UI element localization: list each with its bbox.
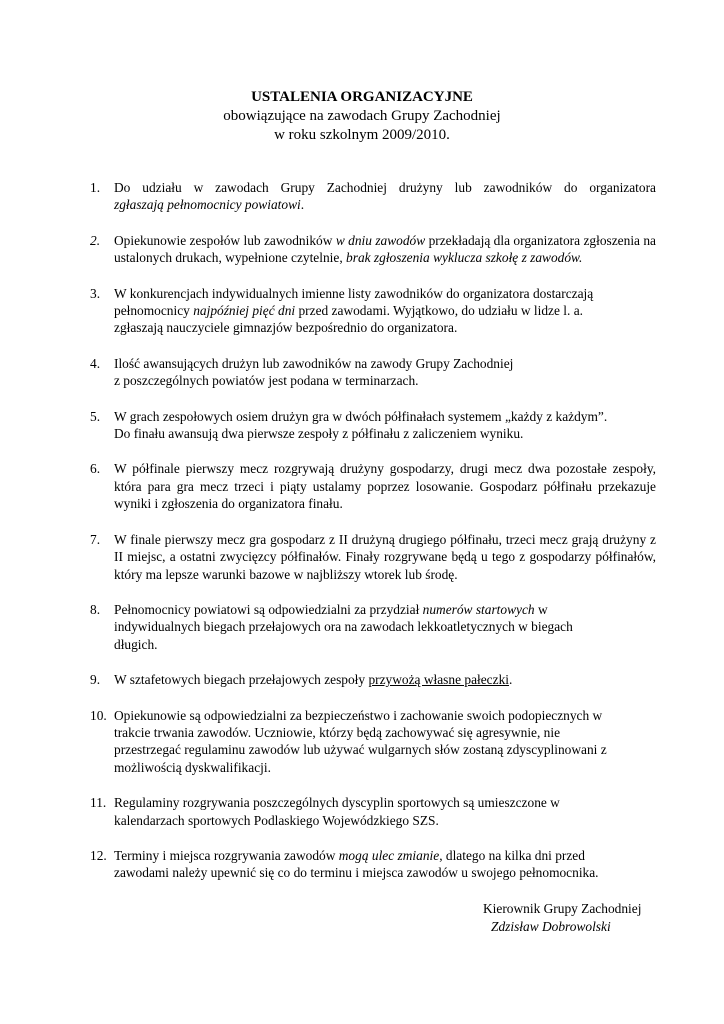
item-text: Opiekunowie zespołów lub zawodników bbox=[114, 232, 336, 248]
item-emphasis: numerów startowych bbox=[422, 601, 535, 617]
signature-role: Kierownik Grupy Zachodniej bbox=[483, 901, 642, 916]
item-line: długich. bbox=[114, 636, 158, 652]
item-line: W grach zespołowych osiem drużyn gra w dwóch półfinałach systemem „każdy z każdym”. bbox=[114, 408, 608, 424]
item-number: 4. bbox=[90, 355, 101, 371]
document-title: USTALENIA ORGANIZACYJNE bbox=[251, 89, 473, 105]
item-text: Terminy i miejsca rozgrywania zawodów bbox=[114, 847, 339, 863]
list-item bbox=[90, 671, 656, 688]
item-text: . bbox=[300, 197, 305, 213]
item-text: Do udziału w zawodach Grupy Zachodniej drużyny lub zawodników do organizatora bbox=[114, 180, 656, 195]
item-line: indywidualnych biegach przełajowych ora na zawodach lekkoatletycznych w biegach bbox=[114, 619, 573, 635]
item-text: W sztafetowych biegach przełajowych zespoły bbox=[114, 672, 369, 688]
item-number: 8. bbox=[90, 601, 101, 617]
item-line bbox=[114, 847, 656, 864]
item-line bbox=[114, 601, 656, 618]
item-number: 7. bbox=[90, 531, 101, 547]
item-text: . bbox=[508, 672, 513, 688]
document-subtitle: obowiązujące na zawodach Grupy Zachodniej bbox=[223, 108, 501, 124]
list-item bbox=[90, 232, 656, 267]
list-item bbox=[90, 601, 656, 653]
item-number: 1. bbox=[90, 180, 101, 195]
item-number: 10. bbox=[90, 707, 107, 723]
signature-name: Zdzisław Dobrowolski bbox=[491, 919, 611, 934]
item-number: 12. bbox=[90, 847, 107, 863]
item-text: Pełnomocnicy powiatowi są odpowiedzialni za przydział bbox=[114, 601, 423, 617]
item-line: trakcie trwania zawodów. Uczniowie, którzy będą zachowywać się agresywnie, nie bbox=[114, 724, 561, 740]
item-emphasis: mogą ulec zmianie bbox=[338, 847, 440, 863]
item-number: 9. bbox=[90, 672, 101, 688]
list-item bbox=[90, 179, 656, 214]
item-number: 2. bbox=[90, 232, 101, 248]
item-underline: przywożą własne pałeczki bbox=[368, 672, 509, 688]
item-line bbox=[114, 196, 656, 213]
item-text: przed zawodami. Wyjątkowo, do udziału w lidze l. a. bbox=[295, 303, 583, 319]
list-item bbox=[90, 460, 656, 512]
item-line: kalendarzach sportowych Podlaskiego Wojewódzkiego SZS. bbox=[114, 812, 439, 828]
item-line: zawodami należy upewnić się co do terminu i miejsca zawodów u swojego pełnomocnika. bbox=[114, 865, 599, 881]
item-line bbox=[114, 179, 656, 196]
list-item bbox=[90, 847, 656, 882]
item-line: Regulaminy rozgrywania poszczególnych dyscyplin sportowych są umieszczone w bbox=[114, 795, 560, 811]
item-number: 3. bbox=[90, 285, 101, 301]
item-emphasis: w dniu zawodów bbox=[335, 232, 426, 248]
item-line: możliwością dyskwalifikacji. bbox=[114, 759, 271, 775]
list-item bbox=[90, 707, 656, 777]
list-item bbox=[90, 355, 656, 390]
item-line: Do finału awansują dwa pierwsze zespoły z półfinału z zaliczeniem wyniku. bbox=[114, 426, 524, 442]
list-item bbox=[90, 408, 656, 443]
item-number: 6. bbox=[90, 461, 101, 477]
school-year: w roku szkolnym 2009/2010. bbox=[274, 127, 450, 143]
item-text: , dlatego na kilka dni przed bbox=[439, 847, 585, 863]
item-text: W półfinale pierwszy mecz rozgrywają drużyny gospodarzy, drugi mecz dwa pozostałe zespoły, która para gra mecz trzeci i piąty ustalamy poprzez losowanie. Gospodarz półfinału przekazuje wyniki i zgłoszenia do organizatora finału. bbox=[114, 461, 656, 512]
item-line: z poszczególnych powiatów jest podana w terminarzach. bbox=[114, 373, 419, 389]
signature-block bbox=[483, 900, 641, 936]
item-emphasis: najpóźniej pięć dni bbox=[193, 303, 296, 319]
list-item bbox=[90, 531, 656, 583]
item-line: zgłaszają nauczyciele gimnazjów bezpośrednio do organizatora. bbox=[114, 320, 458, 336]
item-text: W finale pierwszy mecz gra gospodarz z II drużyną drugiego półfinału, trzeci mecz grają drużyny z II miejsc, a ostatni zwycięzcy półfinałów. Finały rozgrywane będą u tego z gospodarzy półfinałów, który ma lepsze warunki bazowe w najbliższy wtorek lub środę. bbox=[114, 531, 656, 582]
item-text: w bbox=[534, 601, 548, 617]
rules-list bbox=[90, 179, 656, 900]
item-emphasis: brak zgłoszenia wyklucza szkołę z zawodów. bbox=[346, 250, 583, 266]
list-item bbox=[90, 285, 656, 337]
item-number: 5. bbox=[90, 408, 101, 424]
item-line: Opiekunowie są odpowiedzialni za bezpieczeństwo i zachowanie swoich podopiecznych w bbox=[114, 707, 603, 723]
item-line bbox=[114, 671, 656, 688]
item-text: przekładają dla organizatora zgłoszenia na ustalonych drukach, wypełnione czytelnie, bbox=[114, 232, 657, 266]
item-text: pełnomocnicy bbox=[114, 303, 194, 319]
item-line bbox=[114, 302, 656, 319]
item-line: Ilość awansujących drużyn lub zawodników na zawody Grupy Zachodniej bbox=[114, 355, 514, 371]
item-number: 11. bbox=[90, 795, 107, 811]
list-item bbox=[90, 794, 656, 829]
item-emphasis: zgłaszają pełnomocnicy powiatowi bbox=[114, 197, 301, 213]
item-line: W konkurencjach indywidualnych imienne listy zawodników do organizatora dostarczają bbox=[114, 285, 594, 301]
item-line: przestrzegać regulaminu zawodów lub używać wulgarnych słów zostaną zdyscyplinowani z bbox=[114, 742, 607, 758]
title-block bbox=[0, 88, 724, 145]
